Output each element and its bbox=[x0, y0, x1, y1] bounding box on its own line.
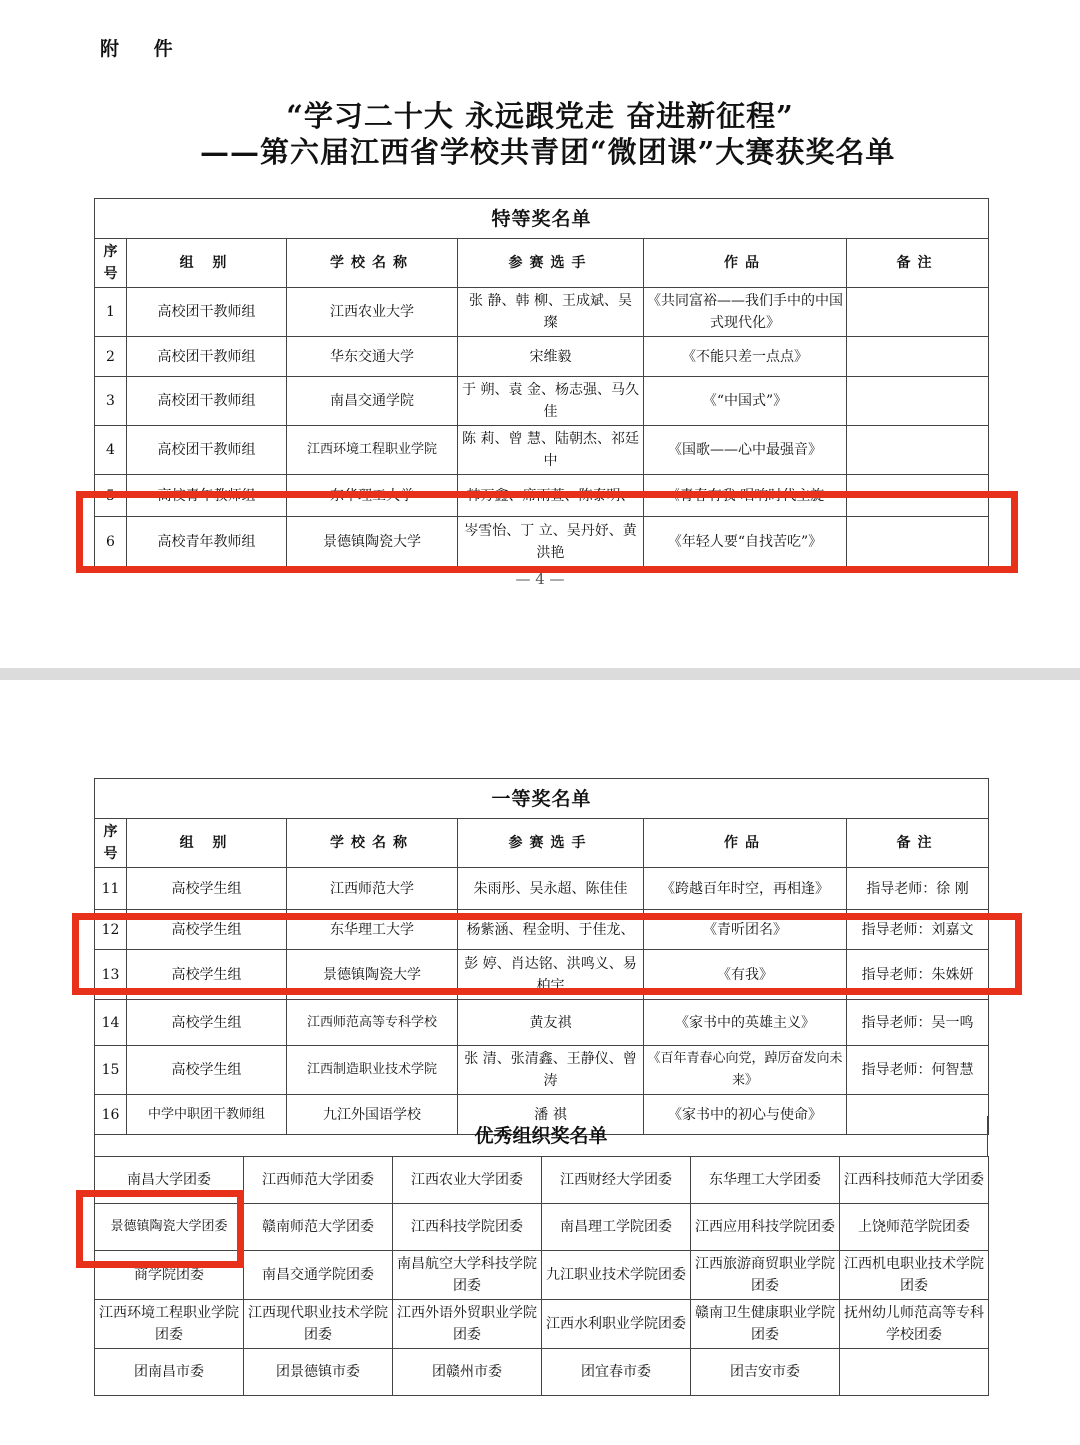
org-cell: 团吉安市委 bbox=[691, 1349, 840, 1396]
row-seq: 14 bbox=[95, 1000, 127, 1046]
row-participants: 张 清、张清鑫、王静仪、曾 涛 bbox=[458, 1046, 644, 1095]
row-group: 高校青年教师组 bbox=[127, 475, 287, 517]
row-group: 高校学生组 bbox=[127, 1000, 287, 1046]
table-row bbox=[95, 868, 989, 910]
org-cell: 赣南卫生健康职业学院团委 bbox=[691, 1300, 840, 1349]
row-remark: 指导老师：吴一鸣 bbox=[847, 1000, 989, 1046]
document-page-top bbox=[0, 0, 1080, 668]
org-row bbox=[95, 1349, 989, 1396]
row-work: 《家书中的英雄主义》 bbox=[644, 1000, 847, 1046]
page-separator bbox=[0, 668, 1080, 680]
row-group: 高校学生组 bbox=[127, 950, 287, 1000]
org-cell: 南昌大学团委 bbox=[95, 1157, 244, 1204]
header-remark: 备注 bbox=[847, 819, 989, 868]
row-school: 九江外国语学校 bbox=[287, 1095, 458, 1135]
row-school: 江西制造职业技术学院 bbox=[287, 1046, 458, 1095]
row-work: 《青听团名》 bbox=[644, 910, 847, 950]
org-cell: 赣南师范大学团委 bbox=[244, 1204, 393, 1251]
attachment-label: 附 件 bbox=[100, 38, 187, 60]
header-group: 组 别 bbox=[127, 819, 287, 868]
table-header-row bbox=[95, 819, 989, 868]
org-cell bbox=[840, 1349, 989, 1396]
first-award-table bbox=[94, 778, 989, 1135]
row-school: 东华理工大学 bbox=[287, 910, 458, 950]
row-work: 《跨越百年时空，再相逢》 bbox=[644, 868, 847, 910]
row-participants: 韩万鑫、席雨萱、陈泰明、 bbox=[458, 475, 644, 517]
header-participants: 参赛选手 bbox=[458, 239, 644, 288]
org-cell: 江西机电职业技术学院团委 bbox=[840, 1251, 989, 1300]
org-cell: 江西师范大学团委 bbox=[244, 1157, 393, 1204]
row-participants: 岑雪怡、丁 立、吴丹妤、黄洪艳 bbox=[458, 517, 644, 567]
row-work: 《家书中的初心与使命》 bbox=[644, 1095, 847, 1135]
org-cell: 江西现代职业技术学院团委 bbox=[244, 1300, 393, 1349]
org-cell: 团宜春市委 bbox=[542, 1349, 691, 1396]
row-seq: 1 bbox=[95, 288, 127, 337]
row-school: 江西师范高等专科学校 bbox=[287, 1000, 458, 1046]
row-remark bbox=[847, 517, 989, 567]
org-row bbox=[95, 1157, 989, 1204]
row-seq: 4 bbox=[95, 426, 127, 475]
header-seq: 序号 bbox=[95, 819, 127, 868]
org-cell: 江西水利职业学院团委 bbox=[542, 1300, 691, 1349]
row-seq: 12 bbox=[95, 910, 127, 950]
page-number: — 4 — bbox=[515, 570, 565, 588]
row-school: 景德镇陶瓷大学 bbox=[287, 950, 458, 1000]
row-seq: 3 bbox=[95, 377, 127, 426]
org-row bbox=[95, 1251, 989, 1300]
row-group: 高校学生组 bbox=[127, 1046, 287, 1095]
row-school: 江西农业大学 bbox=[287, 288, 458, 337]
row-work: 《“中国式”》 bbox=[644, 377, 847, 426]
org-cell: 九江职业技术学院团委 bbox=[542, 1251, 691, 1300]
row-seq: 15 bbox=[95, 1046, 127, 1095]
first-award-caption: 一等奖名单 bbox=[95, 779, 989, 819]
special-award-caption: 特等奖名单 bbox=[95, 199, 989, 239]
row-group: 高校团干教师组 bbox=[127, 337, 287, 377]
row-remark: 指导老师：徐 刚 bbox=[847, 868, 989, 910]
org-cell: 商学院团委 bbox=[95, 1251, 244, 1300]
row-participants: 潘 祺 bbox=[458, 1095, 644, 1135]
row-group: 高校学生组 bbox=[127, 910, 287, 950]
row-seq: 2 bbox=[95, 337, 127, 377]
org-cell: 江西应用科技学院团委 bbox=[691, 1204, 840, 1251]
org-row bbox=[95, 1300, 989, 1349]
row-group: 高校团干教师组 bbox=[127, 377, 287, 426]
org-cell: 团南昌市委 bbox=[95, 1349, 244, 1396]
org-cell: 南昌理工学院团委 bbox=[542, 1204, 691, 1251]
row-seq: 6 bbox=[95, 517, 127, 567]
row-remark bbox=[847, 288, 989, 337]
row-group: 高校学生组 bbox=[127, 868, 287, 910]
org-cell: 江西环境工程职业学院团委 bbox=[95, 1300, 244, 1349]
row-work: 《年轻人要“自找苦吃”》 bbox=[644, 517, 847, 567]
table-row bbox=[95, 377, 989, 426]
row-seq: 5 bbox=[95, 475, 127, 517]
table-row bbox=[95, 426, 989, 475]
row-group: 高校青年教师组 bbox=[127, 517, 287, 567]
org-cell: 江西科技学院团委 bbox=[393, 1204, 542, 1251]
row-participants: 黄友祺 bbox=[458, 1000, 644, 1046]
row-remark: 指导老师：刘嘉文 bbox=[847, 910, 989, 950]
row-group: 高校团干教师组 bbox=[127, 426, 287, 475]
row-work: 《国歌——心中最强音》 bbox=[644, 426, 847, 475]
header-school: 学校名称 bbox=[287, 819, 458, 868]
row-group: 中学中职团干教师组 bbox=[127, 1095, 287, 1135]
table-row bbox=[95, 1000, 989, 1046]
excellent-org-caption: 优秀组织奖名单 bbox=[94, 1116, 988, 1156]
row-participants: 陈 莉、曾 慧、陆朝杰、祁廷中 bbox=[458, 426, 644, 475]
table-header-row bbox=[95, 239, 989, 288]
org-cell: 南昌航空大学科技学院团委 bbox=[393, 1251, 542, 1300]
org-cell: 团赣州市委 bbox=[393, 1349, 542, 1396]
header-seq: 序号 bbox=[95, 239, 127, 288]
row-remark bbox=[847, 426, 989, 475]
row-remark bbox=[847, 475, 989, 517]
row-school: 华东交通大学 bbox=[287, 337, 458, 377]
title-line-2: ——第六届江西省学校共青团“微团课”大赛获奖名单 bbox=[200, 135, 896, 169]
row-school: 东华理工大学 bbox=[287, 475, 458, 517]
org-cell: 江西科技师范大学团委 bbox=[840, 1157, 989, 1204]
org-cell: 团景德镇市委 bbox=[244, 1349, 393, 1396]
table-row bbox=[95, 475, 989, 517]
row-seq: 16 bbox=[95, 1095, 127, 1135]
excellent-org-table bbox=[94, 1156, 989, 1396]
row-seq: 11 bbox=[95, 868, 127, 910]
row-work: 《百年青春心向党，踔厉奋发向未来》 bbox=[644, 1046, 847, 1095]
table-row-highlighted bbox=[95, 517, 989, 567]
row-group: 高校团干教师组 bbox=[127, 288, 287, 337]
org-cell: 南昌交通学院团委 bbox=[244, 1251, 393, 1300]
header-group: 组 别 bbox=[127, 239, 287, 288]
row-remark bbox=[847, 337, 989, 377]
row-work: 《不能只差一点点》 bbox=[644, 337, 847, 377]
special-award-table bbox=[94, 198, 989, 567]
org-cell: 江西外语外贸职业学院团委 bbox=[393, 1300, 542, 1349]
row-participants: 张 静、韩 柳、王成斌、吴 璨 bbox=[458, 288, 644, 337]
table-row-highlighted bbox=[95, 950, 989, 1000]
header-participants: 参赛选手 bbox=[458, 819, 644, 868]
org-cell: 江西旅游商贸职业学院团委 bbox=[691, 1251, 840, 1300]
header-work: 作品 bbox=[644, 239, 847, 288]
table-row bbox=[95, 910, 989, 950]
header-work: 作品 bbox=[644, 819, 847, 868]
org-cell-highlighted: 景德镇陶瓷大学团委 bbox=[95, 1204, 244, 1251]
title-line-1: “学习二十大 永远跟党走 奋进新征程” bbox=[286, 99, 794, 133]
row-participants: 杨紫涵、程金明、于佳龙、 bbox=[458, 910, 644, 950]
org-row bbox=[95, 1204, 989, 1251]
row-participants: 彭 婷、肖达铭、洪鸣义、易柏宇 bbox=[458, 950, 644, 1000]
table-row bbox=[95, 288, 989, 337]
row-participants: 宋维毅 bbox=[458, 337, 644, 377]
org-cell: 上饶师范学院团委 bbox=[840, 1204, 989, 1251]
org-cell: 江西财经大学团委 bbox=[542, 1157, 691, 1204]
row-seq: 13 bbox=[95, 950, 127, 1000]
row-participants: 于 朔、袁 金、杨志强、马久佳 bbox=[458, 377, 644, 426]
row-work: 《共同富裕——我们手中的中国式现代化》 bbox=[644, 288, 847, 337]
org-cell: 抚州幼儿师范高等专科学校团委 bbox=[840, 1300, 989, 1349]
row-participants: 朱雨彤、吴永超、陈佳佳 bbox=[458, 868, 644, 910]
row-remark: 指导老师：朱姝妍 bbox=[847, 950, 989, 1000]
row-work: 《青春有我 唱响时代主旋 bbox=[644, 475, 847, 517]
table-row bbox=[95, 1046, 989, 1095]
org-cell: 东华理工大学团委 bbox=[691, 1157, 840, 1204]
header-school: 学校名称 bbox=[287, 239, 458, 288]
table-row bbox=[95, 337, 989, 377]
row-school: 南昌交通学院 bbox=[287, 377, 458, 426]
row-school: 江西环境工程职业学院 bbox=[287, 426, 458, 475]
row-school: 景德镇陶瓷大学 bbox=[287, 517, 458, 567]
org-cell: 江西农业大学团委 bbox=[393, 1157, 542, 1204]
row-remark: 指导老师：何智慧 bbox=[847, 1046, 989, 1095]
row-school: 江西师范大学 bbox=[287, 868, 458, 910]
row-remark bbox=[847, 377, 989, 426]
row-work: 《有我》 bbox=[644, 950, 847, 1000]
header-remark: 备注 bbox=[847, 239, 989, 288]
